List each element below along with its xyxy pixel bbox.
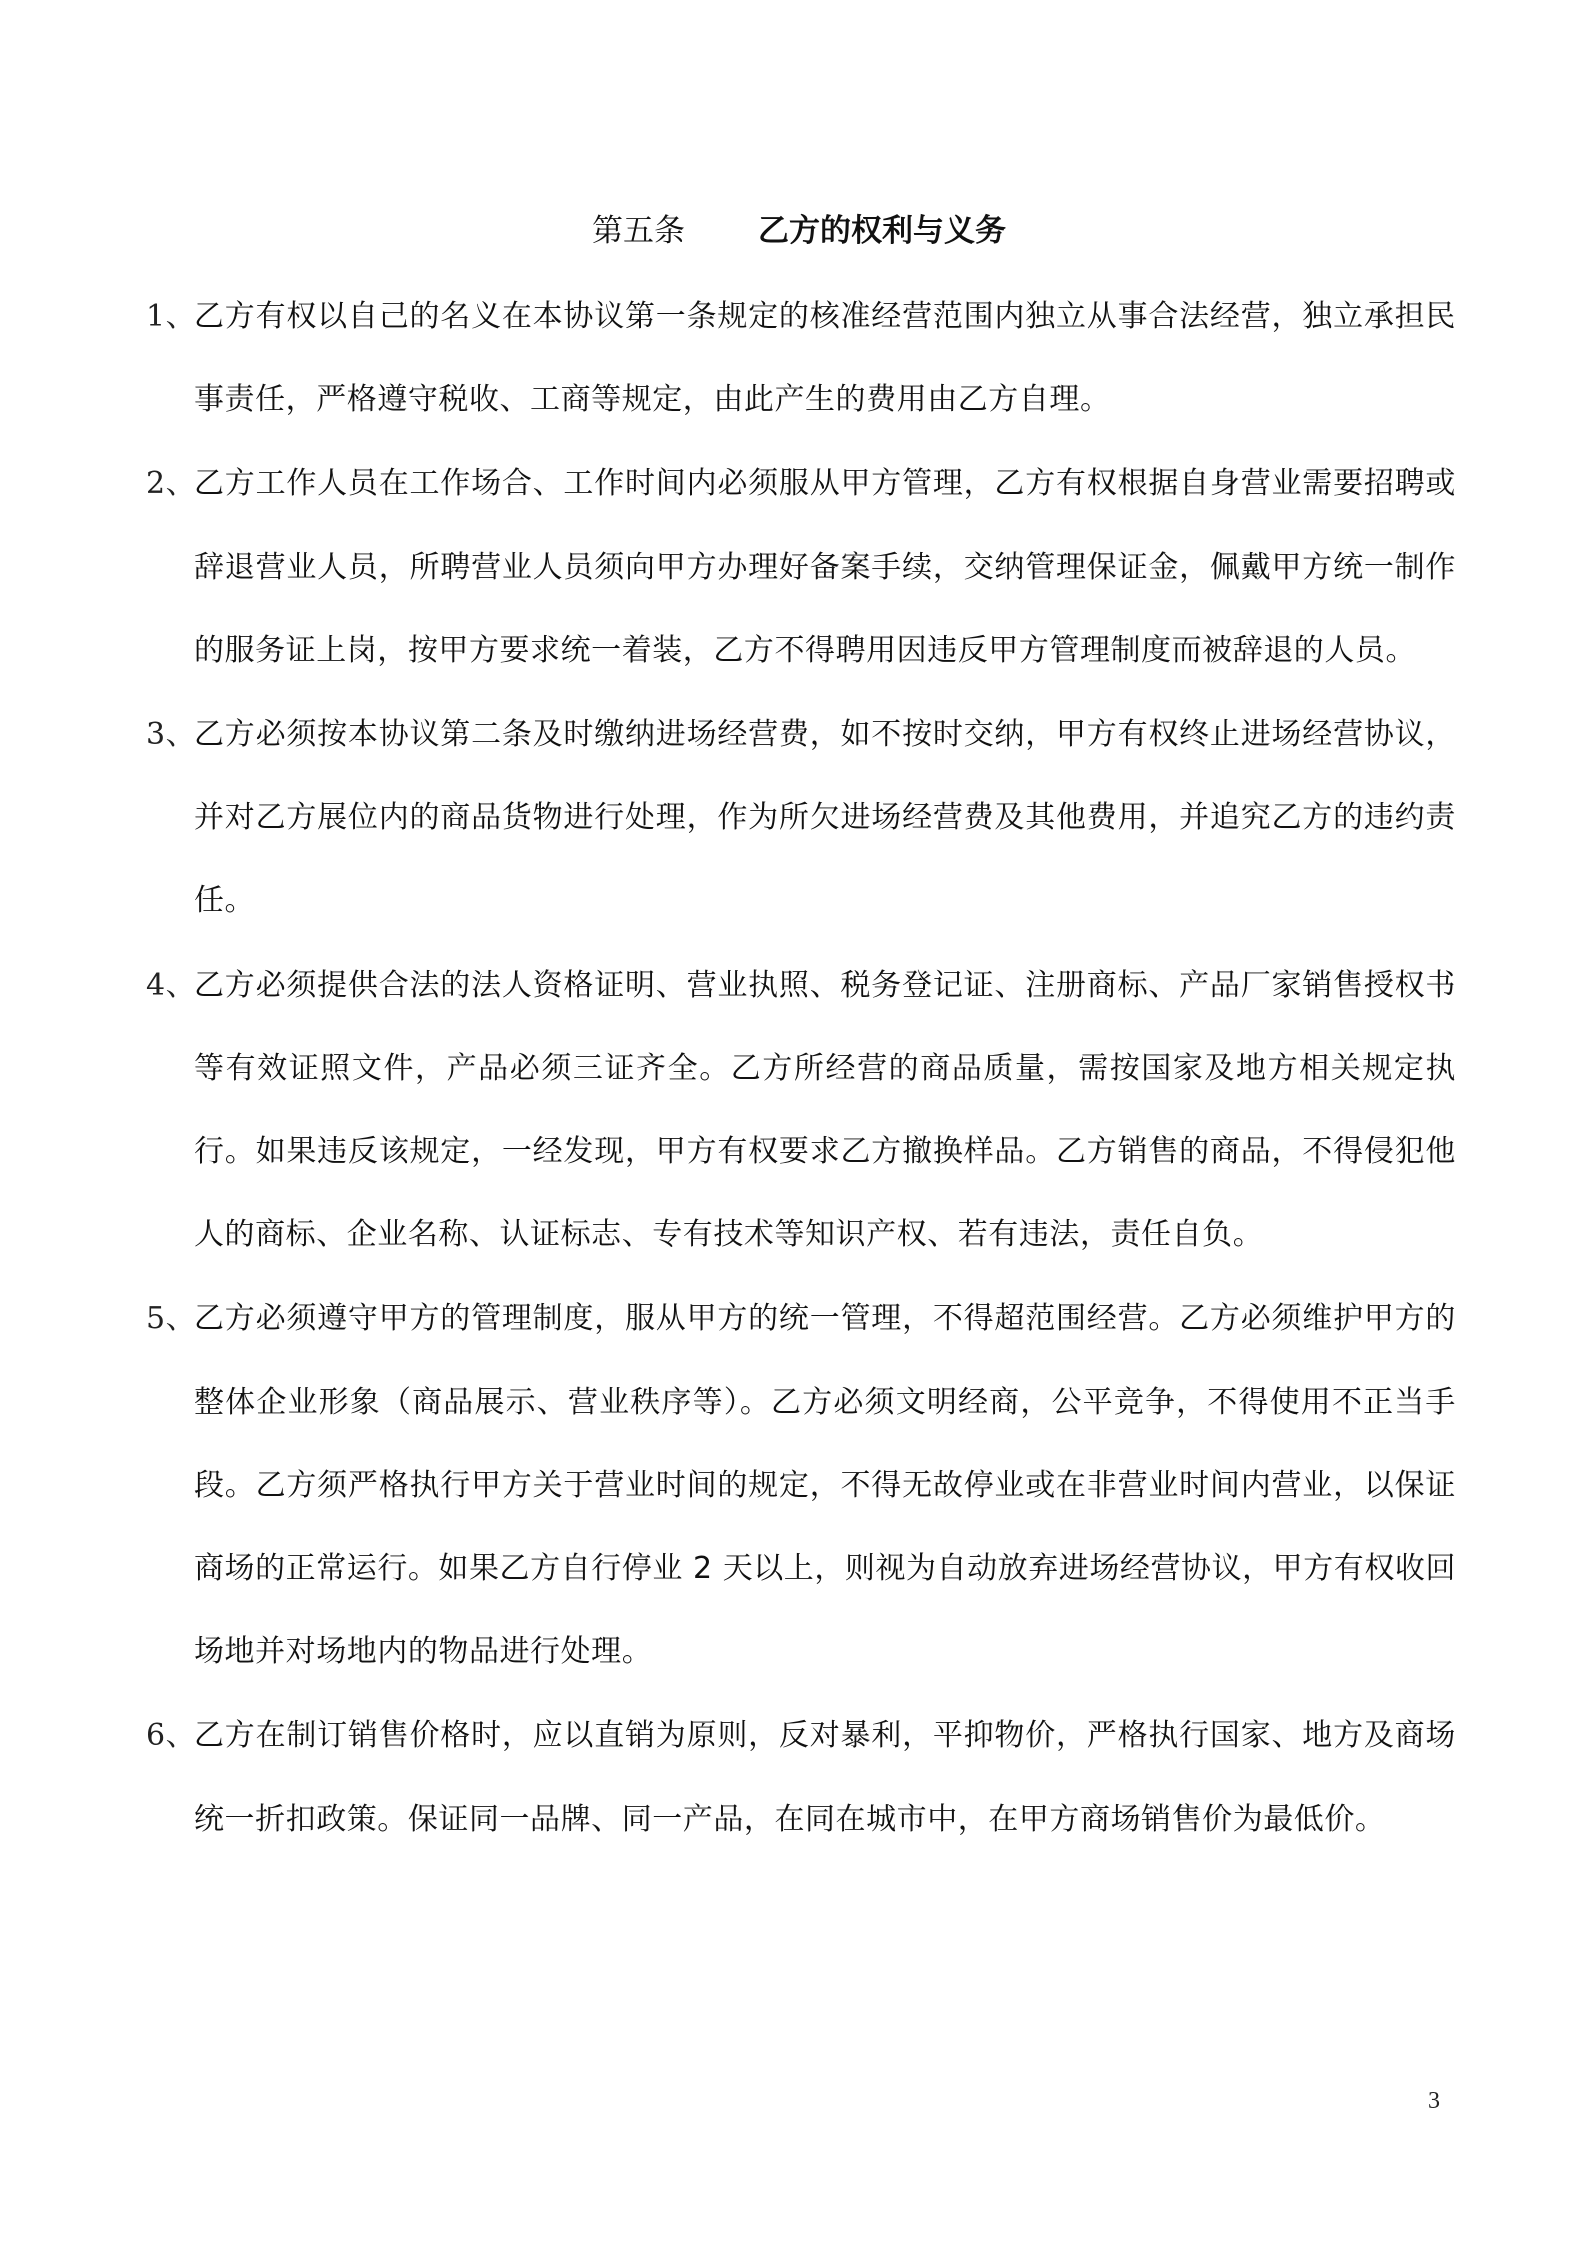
clause-number: 4、 (146, 967, 197, 1003)
clause-list (146, 275, 1456, 1862)
clause-text: 乙方有权以自己的名义在本协议第一条规定的核准经营范围内独立从事合法经营，独立承担民事责任，严格遵守税收、工商等规定，由此产生的费用由乙方自理。 (194, 299, 1456, 418)
clause-2 (146, 442, 1456, 692)
clause-5 (146, 1277, 1456, 1693)
clause-number: 2、 (146, 466, 197, 502)
page-number: 3 (1428, 2088, 1440, 2114)
clause-text: 乙方在制订销售价格时，应以直销为原则，反对暴利，平抑物价，严格执行国家、地方及商场统一折扣政策。保证同一品牌、同一产品，在同在城市中，在甲方商场销售价为最低价。 (194, 1718, 1456, 1837)
clause-number: 3、 (146, 717, 197, 753)
clause-number: 5、 (146, 1301, 197, 1337)
clause-text: 乙方必须按本协议第二条及时缴纳进场经营费，如不按时交纳，甲方有权终止进场经营协议，并对乙方展位内的商品货物进行处理，作为所欠进场经营费及其他费用，并追究乙方的违约责任。 (194, 717, 1456, 919)
clause-number: 1、 (146, 299, 197, 334)
clause-1 (146, 275, 1456, 441)
clause-text: 乙方必须提供合法的法人资格证明、营业执照、税务登记证、注册商标、产品厂家销售授权书等有效证照文件，产品必须三证齐全。乙方所经营的商品质量，需按国家及地方相关规定执行。如果违反该规定，一经发现，甲方有权要求乙方撤换样品。乙方销售的商品，不得侵犯他人的商标、企业名称、认证标志、专有技术等知识产权、若有违法，责任自负。 (194, 967, 1456, 1253)
clause-text: 乙方必须遵守甲方的管理制度，服从甲方的统一管理，不得超范围经营。乙方必须维护甲方的整体企业形象（商品展示、营业秩序等）。乙方必须文明经商，公平竞争，不得使用不正当手段。乙方须严格执行甲方关于营业时间的规定，不得无故停业或在非营业时间内营业，以保证商场的正常运行。如果乙方自行停业 2 天以上，则视为自动放弃进场经营协议，甲方有权收回场地并对场地内的物品进行处理。 (194, 1301, 1456, 1670)
article-number: 第五条 (592, 213, 685, 249)
clause-3 (146, 693, 1456, 943)
clause-6 (146, 1694, 1456, 1860)
clause-number: 6、 (146, 1718, 197, 1754)
clause-text: 乙方工作人员在工作场合、工作时间内必须服从甲方管理，乙方有权根据自身营业需要招聘或辞退营业人员，所聘营业人员须向甲方办理好备案手续，交纳管理保证金，佩戴甲方统一制作的服务证上岗，按甲方要求统一着装，乙方不得聘用因违反甲方管理制度而被辞退的人员。 (194, 466, 1456, 668)
clause-4 (146, 944, 1456, 1277)
article-heading (0, 206, 1586, 256)
article-title: 乙方的权利与义务 (758, 213, 1006, 249)
